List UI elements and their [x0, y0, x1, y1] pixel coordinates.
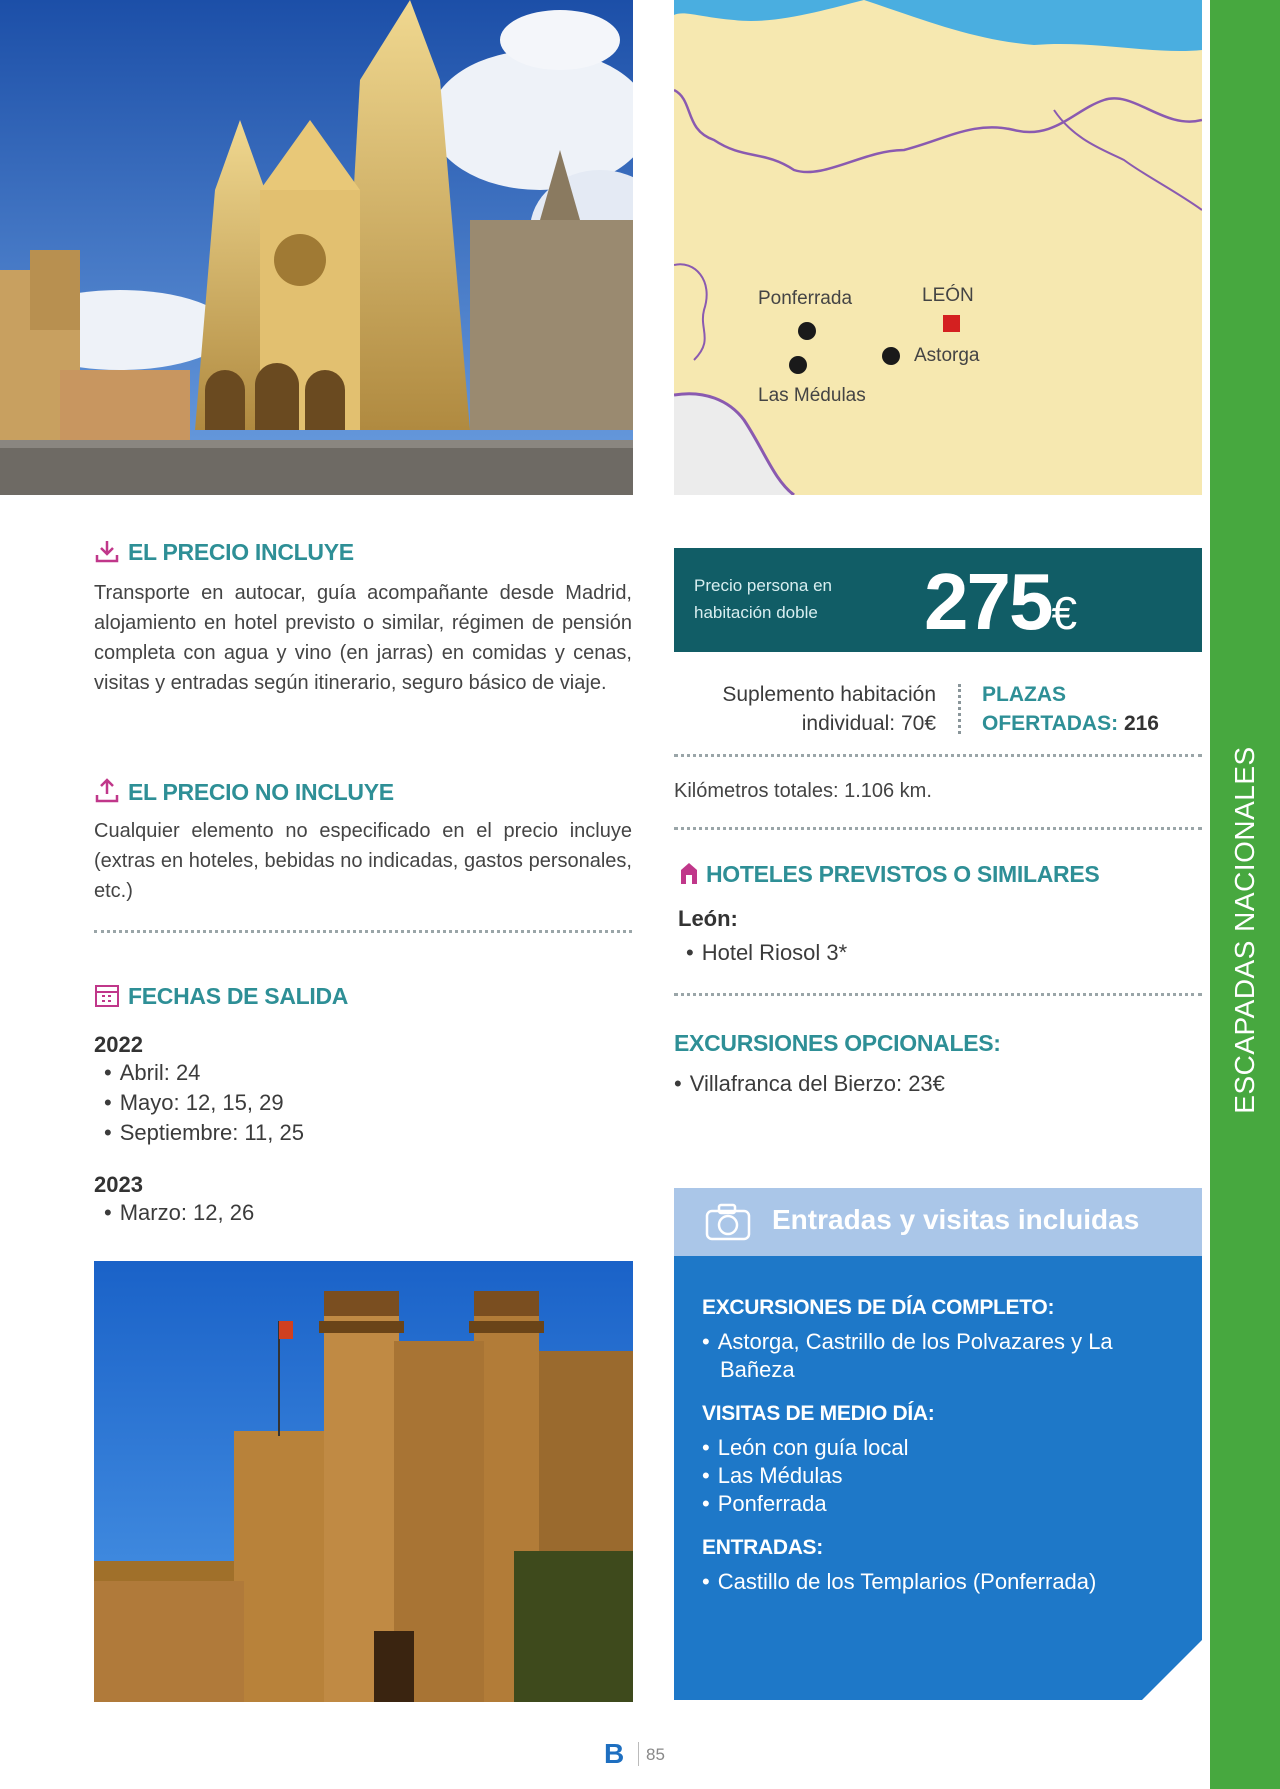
list-item: • Astorga, Castrillo de los Polvazares y La Bañeza	[702, 1328, 1172, 1384]
price-excludes-heading	[94, 778, 632, 810]
download-icon	[94, 538, 120, 570]
calendar-icon	[94, 982, 120, 1014]
supplement-row	[674, 676, 1202, 738]
dates-year: 2023	[94, 1172, 143, 1197]
list-item: • Castillo de los Templarios (Ponferrada)	[702, 1568, 1172, 1596]
price-label-line: habitación doble	[694, 603, 818, 622]
dates-year-block	[94, 1172, 632, 1228]
list-item: • Hotel Riosol 3*	[686, 938, 1198, 968]
map-label-ponferrada: Ponferrada	[758, 288, 853, 309]
divider	[674, 754, 1202, 757]
plazas-label: PLAZAS	[982, 683, 1066, 706]
dates-year: 2022	[94, 1032, 143, 1057]
list-item: • Septiembre: 11, 25	[104, 1118, 632, 1148]
hotels-title: HOTELES PREVISTOS O SIMILARES	[706, 861, 1100, 888]
included-heading: EXCURSIONES DE DÍA COMPLETO:	[702, 1296, 1055, 1319]
price-amount: 275	[924, 557, 1052, 646]
plazas-value: 216	[1123, 712, 1159, 735]
dates-section	[94, 982, 632, 1228]
included-box	[674, 1188, 1202, 1700]
optional-title: EXCURSIONES OPCIONALES:	[674, 1030, 1001, 1056]
camera-icon	[704, 1202, 752, 1247]
list-item: • Abril: 24	[104, 1058, 632, 1088]
hotels-heading	[678, 860, 1198, 892]
optional-list	[674, 1069, 1202, 1099]
price-includes-section	[94, 538, 632, 698]
vertical-divider	[958, 684, 961, 734]
supplement-line: Suplemento habitación	[722, 683, 936, 706]
price-value	[924, 556, 1075, 648]
route-map	[674, 0, 1202, 495]
included-title: Entradas y visitas incluidas	[772, 1204, 1140, 1235]
list-item: • Ponferrada	[702, 1490, 1172, 1518]
included-header	[674, 1188, 1202, 1256]
price-includes-text: Transporte en autocar, guía acompañante desde Madrid, alojamiento en hotel previsto o similar, régimen de pensión completa con agua y vino (en jarras) en comidas y cenas, visitas y entradas según itinerario, seguro básico de viaje.	[94, 582, 632, 694]
dates-list	[104, 1058, 632, 1148]
list-item: • Mayo: 12, 15, 29	[104, 1088, 632, 1118]
price-label	[694, 572, 894, 626]
divider	[94, 930, 632, 933]
footer-logo: B	[604, 1738, 625, 1769]
included-content	[702, 1296, 1172, 1596]
divider	[674, 993, 1202, 996]
price-excludes-title: EL PRECIO NO INCLUYE	[128, 779, 394, 806]
section-sidebar	[1210, 0, 1280, 1789]
plazas-label: OFERTADAS:	[982, 712, 1119, 735]
price-box	[674, 548, 1202, 652]
price-excludes-section	[94, 778, 632, 906]
price-currency: €	[1051, 587, 1076, 639]
dates-list	[104, 1198, 632, 1228]
price-label-line: Precio persona en	[694, 576, 832, 595]
total-km: Kilómetros totales: 1.106 km.	[674, 780, 932, 802]
dates-title: FECHAS DE SALIDA	[128, 983, 349, 1010]
supplement-info	[674, 680, 936, 738]
dates-heading	[94, 982, 632, 1014]
included-list	[702, 1568, 1172, 1596]
optional-section	[674, 1030, 1202, 1099]
hotels-list	[686, 938, 1198, 968]
hotel-icon	[678, 860, 700, 892]
hotels-city: León:	[678, 906, 738, 931]
plazas-info	[982, 680, 1159, 738]
corner-cut	[1142, 1640, 1202, 1700]
included-list	[702, 1434, 1172, 1518]
list-item: • Villafranca del Bierzo: 23€	[674, 1069, 1202, 1099]
sidebar-label: ESCAPADAS NACIONALES	[1229, 746, 1260, 1114]
included-heading: VISITAS DE MEDIO DÍA:	[702, 1402, 935, 1425]
supplement-line: individual: 70€	[801, 712, 936, 735]
included-list	[702, 1328, 1172, 1384]
leon-cathedral-photo	[0, 0, 633, 495]
map-label-leon: LEÓN	[922, 285, 974, 306]
list-item: • Marzo: 12, 26	[104, 1198, 632, 1228]
page-number: 85	[646, 1745, 665, 1764]
divider	[674, 827, 1202, 830]
upload-icon	[94, 778, 120, 810]
map-label-astorga: Astorga	[914, 345, 980, 366]
included-heading: ENTRADAS:	[702, 1536, 823, 1559]
list-item: • Las Médulas	[702, 1462, 1172, 1490]
footer-divider	[638, 1742, 639, 1766]
hotels-section	[678, 860, 1198, 968]
dates-year-block	[94, 1032, 632, 1148]
price-includes-title: EL PRECIO INCLUYE	[128, 539, 354, 566]
templar-castle-photo	[94, 1261, 633, 1702]
map-label-las-medulas: Las Médulas	[758, 385, 866, 406]
price-includes-heading	[94, 538, 632, 570]
price-excludes-text: Cualquier elemento no especificado en el precio incluye (extras en hoteles, bebidas no indicadas, gastos personales, etc.)	[94, 820, 632, 902]
list-item: • León con guía local	[702, 1434, 1172, 1462]
